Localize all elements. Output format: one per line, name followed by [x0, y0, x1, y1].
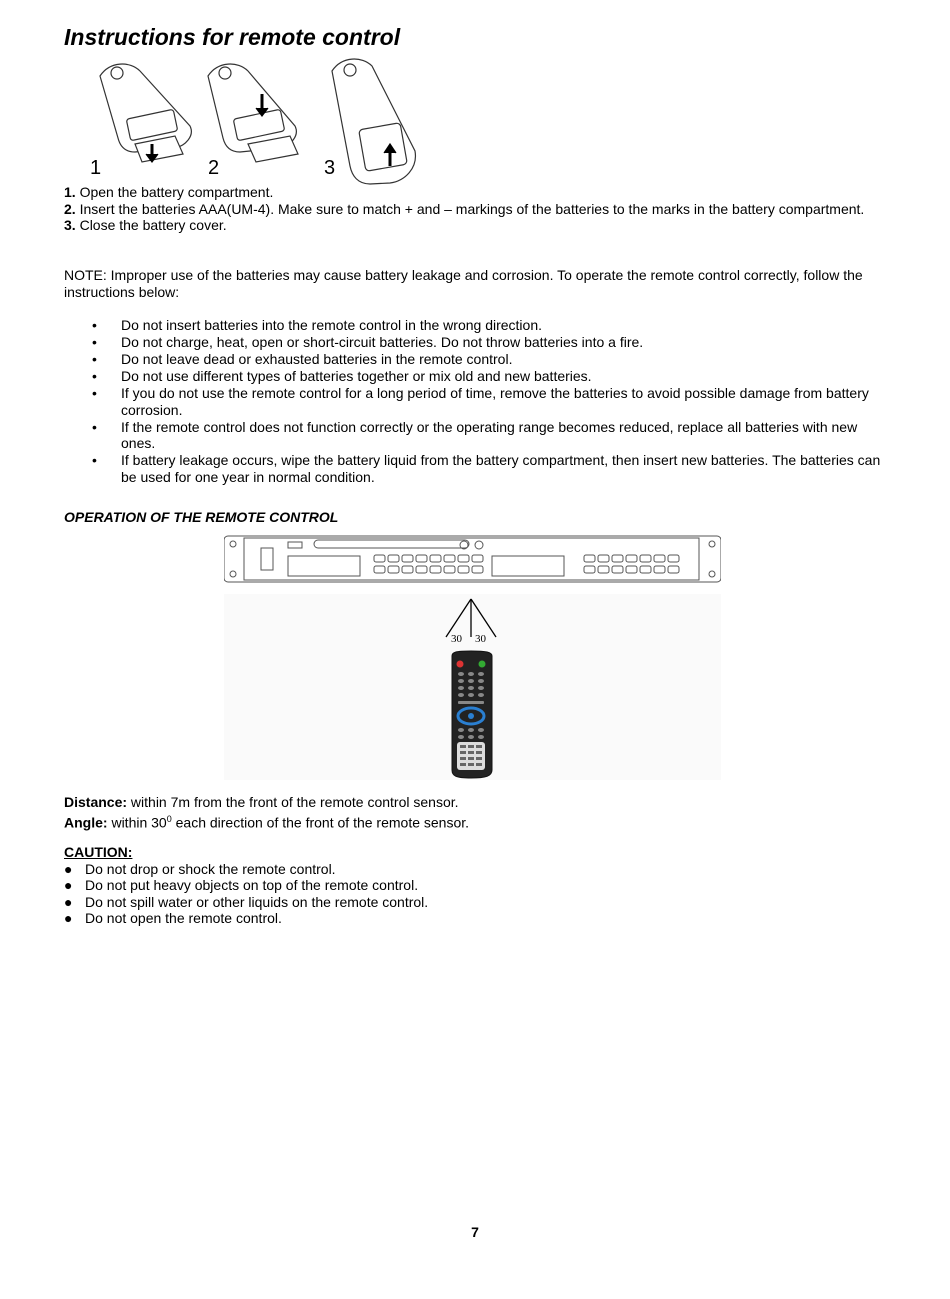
list-item: ● Do not open the remote control. [64, 910, 282, 927]
bullet-icon: ● [64, 893, 73, 910]
operating-specs [64, 794, 884, 831]
bullet-icon: ● [64, 910, 73, 927]
battery-steps [64, 184, 884, 234]
step-label-2: 2 [208, 157, 220, 179]
bullet-icon: ● [64, 860, 73, 877]
section-heading: OPERATION OF THE REMOTE CONTROL [64, 509, 339, 525]
angle-label-right: 30 [475, 633, 486, 645]
remote-open-illustration [100, 64, 191, 162]
list-item: • Do not insert batteries into the remote control in the wrong direction. [92, 317, 542, 333]
list-item: ● Do not put heavy objects on top of the remote control. [64, 877, 419, 894]
bullet-icon: • [92, 452, 97, 469]
bullet-icon: • [92, 418, 97, 435]
bullet-icon: • [92, 367, 97, 384]
step-label-1: 1 [90, 157, 102, 179]
list-item: ● Do not drop or shock the remote control. [64, 860, 336, 877]
bullet-icon: • [92, 333, 97, 350]
remote-control-illustration [452, 651, 492, 778]
remote-operation-figure [224, 534, 721, 780]
step-label-3: 3 [324, 157, 336, 179]
remote-insert-illustration [208, 64, 298, 162]
page-number: 7 [471, 1224, 479, 1240]
list-item: • Do not charge, heat, open or short-circuit batteries. Do not throw batteries into a fire. [92, 333, 644, 350]
angle-spec: Angle: within $30^0$ each direction of the front of the remote sensor. [64, 813, 470, 831]
list-item: • Do not use different types of batteries together or mix old and new batteries. [92, 367, 592, 384]
step-1: 1. Open the battery compartment. [64, 184, 274, 200]
list-item: • If battery leakage occurs, wipe the battery liquid from the battery compartment, then insert new batteries. The batteries can be used for one year in normal condition. [92, 452, 881, 485]
battery-precautions-list [64, 317, 884, 486]
panel-buttons-left [374, 555, 483, 573]
angle-label-left: 30 [451, 633, 462, 645]
caution-heading: CAUTION: [64, 844, 133, 860]
battery-installation-figure [80, 56, 420, 188]
bullet-icon: • [92, 317, 97, 333]
distance-spec: Distance: within 7m from the front of the remote control sensor. [64, 794, 459, 810]
remote-close-illustration [332, 59, 415, 184]
bullet-icon: ● [64, 877, 73, 894]
caution-list [64, 861, 884, 927]
list-item: ● Do not spill water or other liquids on the remote control. [64, 893, 429, 910]
bullet-icon: • [92, 350, 97, 367]
caution-section [64, 844, 884, 927]
list-item: • If you do not use the remote control for a long period of time, remove the batteries to avoid possible damage from battery corrosion. [92, 384, 869, 418]
battery-note: NOTE: Improper use of the batteries may cause battery leakage and corrosion. To operate the remote control correctly, follow the instructions below: [64, 267, 863, 300]
panel-buttons-right [584, 555, 679, 573]
list-item: • If the remote control does not function correctly or the operating range becomes reduced, replace all batteries with new ones. [92, 418, 858, 452]
bullet-icon: • [92, 384, 97, 401]
step-2: 2. Insert the batteries AAA(UM-4). Make sure to match + and – markings of the batteries to the marks in the battery compartment. [64, 200, 865, 217]
step-3: 3. Close the battery cover. [64, 217, 227, 234]
list-item: • Do not leave dead or exhausted batteries in the remote control. [92, 350, 513, 367]
player-front-panel [224, 536, 721, 582]
page-title: Instructions for remote control [64, 24, 401, 50]
